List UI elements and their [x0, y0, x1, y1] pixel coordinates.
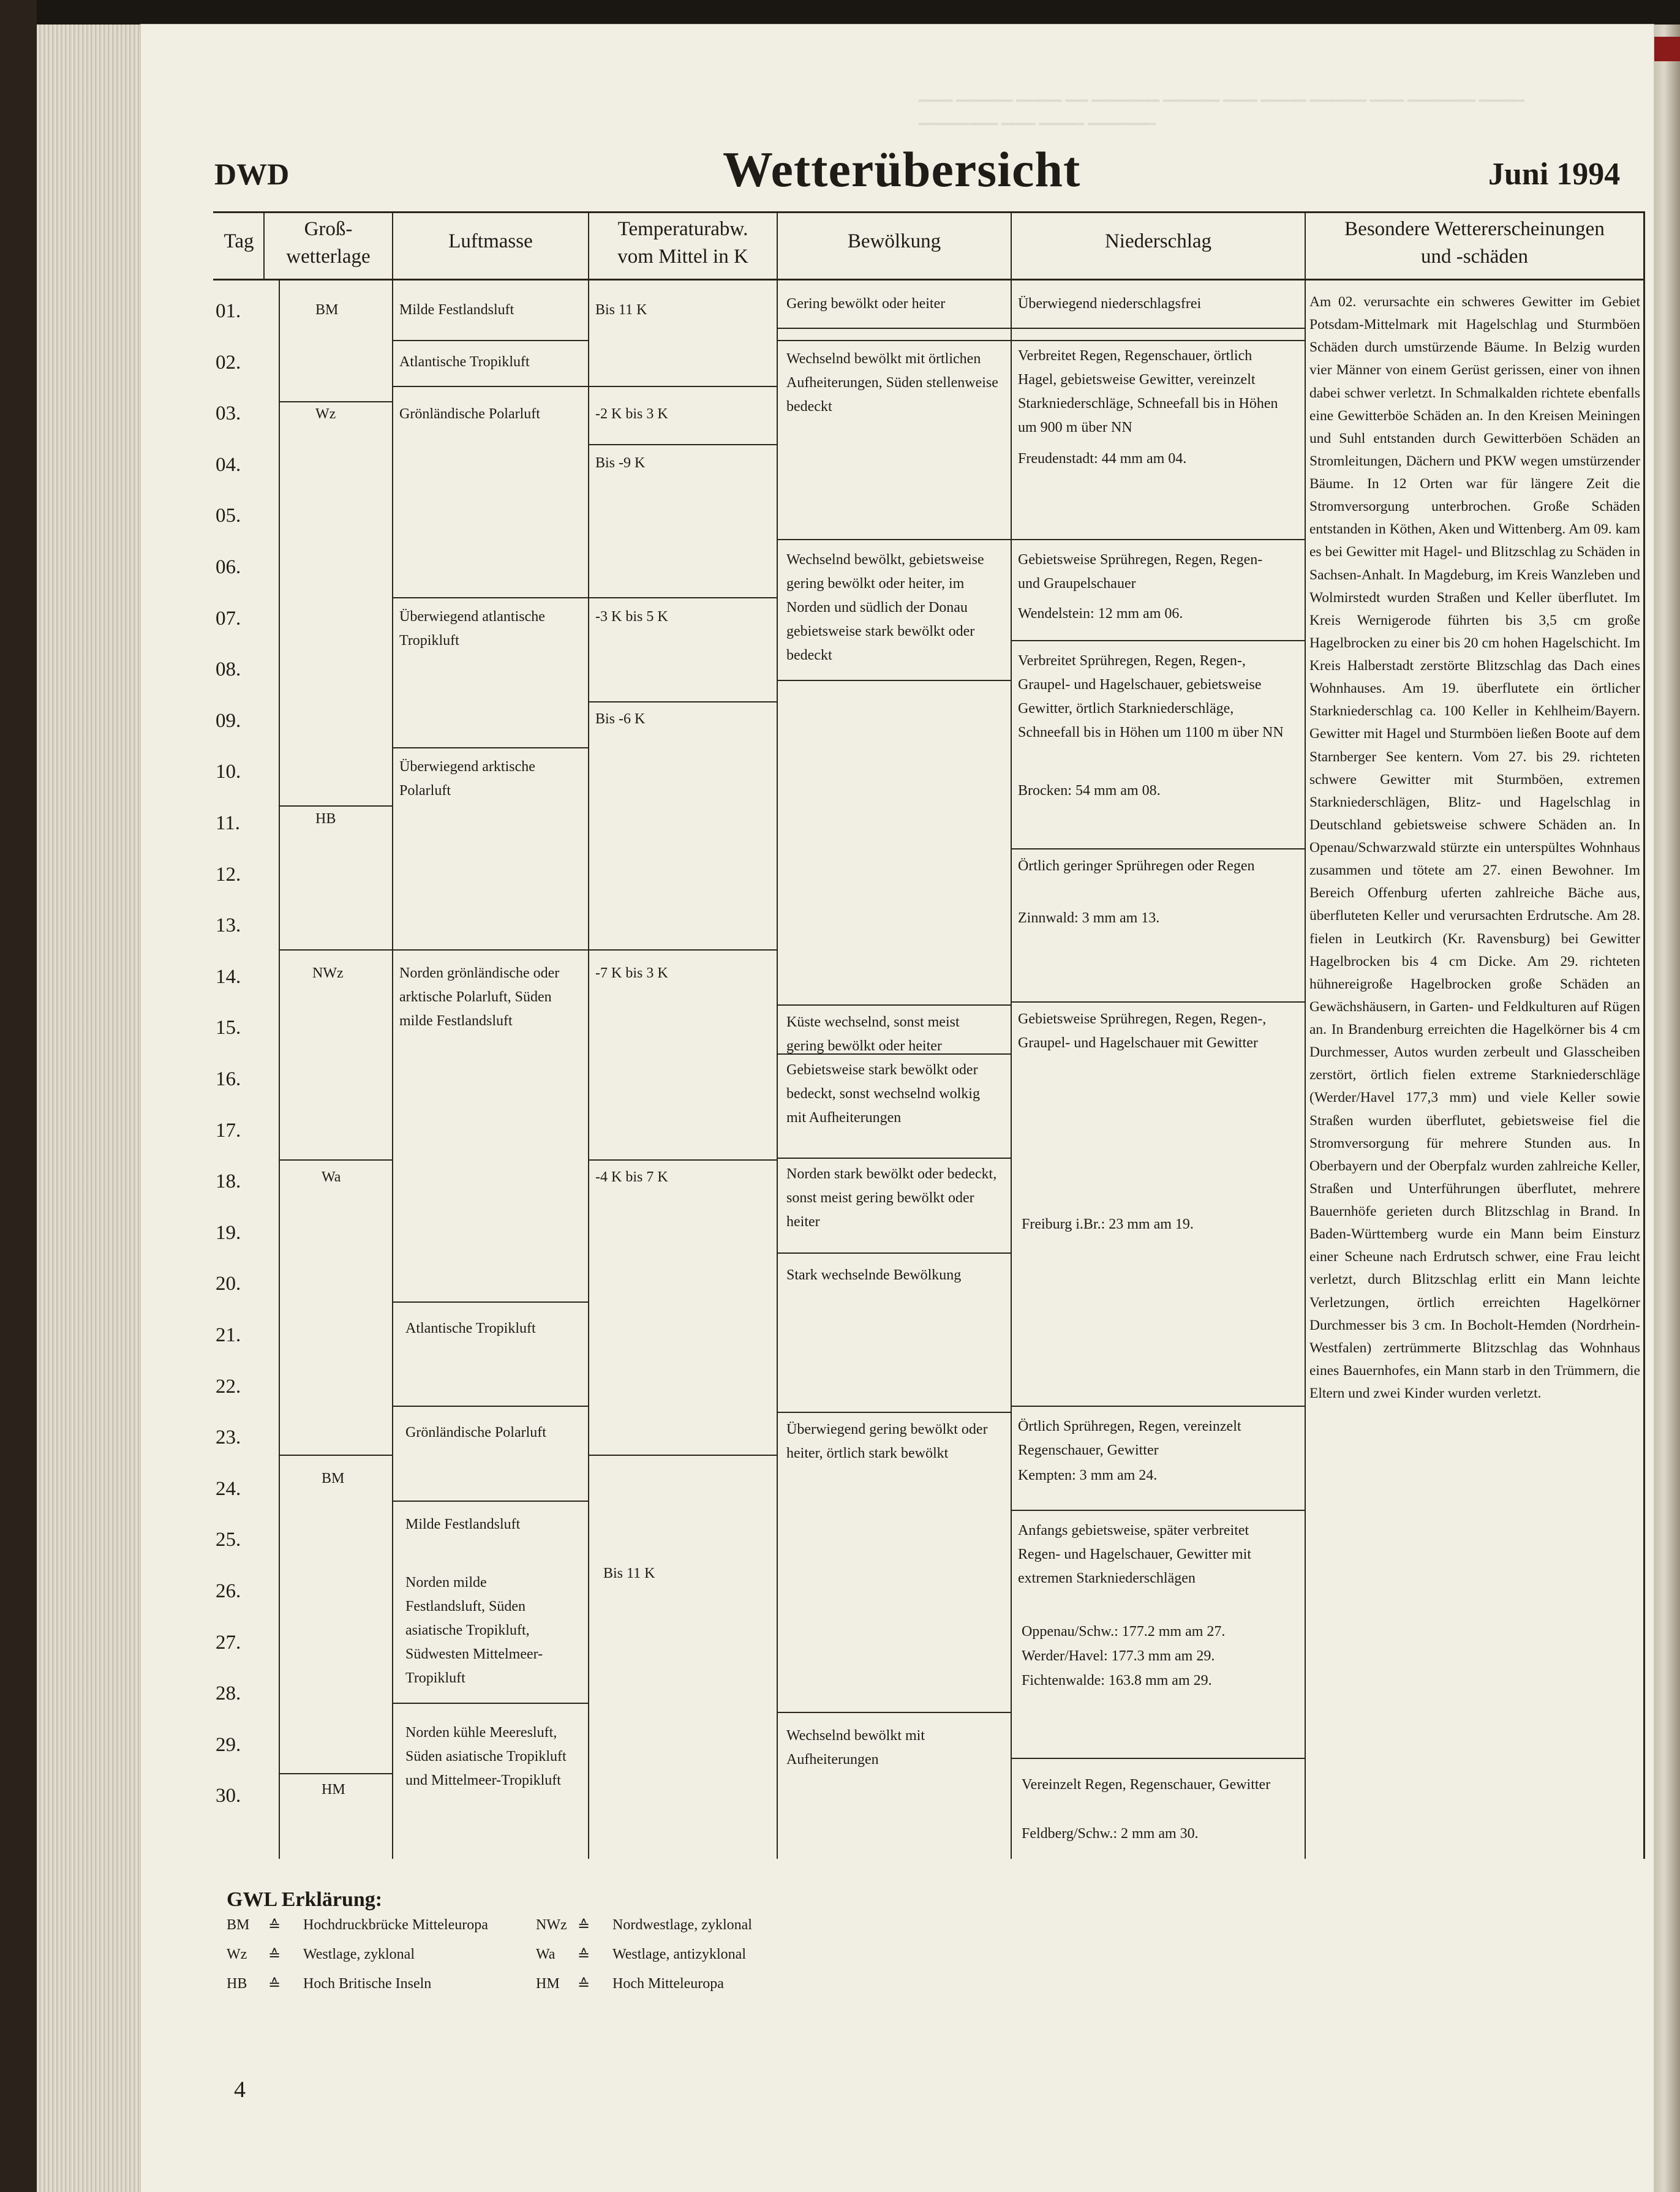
- gwl-code: HM: [322, 1782, 345, 1798]
- day-label: 29.: [216, 1733, 241, 1756]
- niederschlag-stat: Werder/Havel: 177.3 mm am 29.: [1022, 1648, 1215, 1664]
- luft-sep: [392, 1406, 588, 1407]
- nied-sep: [1011, 539, 1305, 540]
- niederschlag-text: Verbreitet Sprühregen, Regen, Regen-, Graupel- und Hagelschauer, gebietsweise Gewitter, örtlich Starkniederschläge, Schneefall bis in Höhen um 1100 m über NN: [1018, 653, 1284, 740]
- luftmasse-text: Milde Festlandsluft: [405, 1516, 521, 1532]
- niederschlag-text: Örtlich Sprühregen, Regen, vereinzelt Regenschauer, Gewitter: [1018, 1418, 1241, 1458]
- day-label: 18.: [216, 1170, 241, 1193]
- gwl-sep: [279, 805, 392, 807]
- legend-text: Westlage, antizyklonal: [612, 1946, 746, 1962]
- day-label: 14.: [216, 965, 241, 988]
- legend-equals: ≙: [578, 1977, 590, 1993]
- luft-sep: [392, 597, 588, 598]
- luftmasse-text: Atlantische Tropikluft: [405, 1320, 536, 1336]
- luftmasse-text: Überwiegend atlantische Tropikluft: [399, 609, 545, 649]
- col-sep: [392, 211, 393, 1859]
- header-date: Juni 1994: [1488, 157, 1621, 192]
- nied-sep: [1011, 1001, 1305, 1003]
- bewoelkung-text: Küste wechselnd, sonst meist gering bewölkt oder heiter: [786, 1014, 960, 1054]
- temp-sep: [588, 597, 777, 598]
- book-spine: [0, 0, 37, 2192]
- luft-sep: [392, 949, 588, 951]
- day-label: 20.: [216, 1273, 241, 1295]
- gwl-code: BM: [322, 1471, 345, 1486]
- temp-text: Bis -9 K: [595, 455, 646, 471]
- col-header-luftmasse: Luftmasse: [448, 230, 533, 252]
- day-label: 23.: [216, 1426, 241, 1449]
- temp-sep: [588, 701, 777, 702]
- niederschlag-text: Anfangs gebietsweise, später verbreitet Regen- und Hagelschauer, Gewitter mit extremen Starkniederschlägen: [1018, 1523, 1251, 1586]
- niederschlag-text: Gebietsweise Sprühregen, Regen, Regen-, Graupel- und Hagelschauer mit Gewitter: [1018, 1011, 1267, 1051]
- nied-sep: [1011, 848, 1305, 849]
- legend-code: NWz: [536, 1917, 567, 1933]
- niederschlag-stat: Freiburg i.Br.: 23 mm am 19.: [1022, 1216, 1194, 1232]
- luft-sep: [392, 1703, 588, 1704]
- luft-sep: [392, 340, 588, 341]
- legend-code: HM: [536, 1976, 560, 1992]
- day-label: 28.: [216, 1682, 241, 1705]
- table-top-rule: [213, 211, 1643, 213]
- niederschlag-stat: Wendelstein: 12 mm am 06.: [1018, 606, 1183, 622]
- day-label: 30.: [216, 1785, 241, 1807]
- legend-text: Hoch Britische Inseln: [303, 1976, 432, 1992]
- day-label: 21.: [216, 1324, 241, 1346]
- legend-equals: ≙: [578, 1948, 590, 1964]
- page-title: Wetterübersicht: [723, 141, 1081, 197]
- legend-text: Nordwestlage, zyklonal: [612, 1917, 752, 1933]
- luftmasse-text: Grönländische Polarluft: [405, 1425, 546, 1441]
- bew-sep: [777, 680, 1011, 681]
- temp-sep: [588, 386, 777, 387]
- nied-sep: [1011, 640, 1305, 641]
- luft-sep: [392, 1501, 588, 1502]
- niederschlag-text: Vereinzelt Regen, Regenschauer, Gewitter: [1022, 1777, 1271, 1793]
- day-label: 05.: [216, 505, 241, 527]
- day-label: 12.: [216, 863, 241, 886]
- luftmasse-text: Norden milde Festlandsluft, Süden asiatische Tropikluft, Südwesten Mittelmeer-Tropikluft: [405, 1575, 543, 1686]
- niederschlag-text: Überwiegend niederschlagsfrei: [1018, 296, 1202, 312]
- day-label: 17.: [216, 1119, 241, 1142]
- col-header-besondere: Besondere Wettererscheinungen und -schäden: [1344, 218, 1605, 268]
- day-label: 27.: [216, 1631, 241, 1654]
- bewoelkung-text: Wechselnd bewölkt mit örtlichen Aufheiterungen, Süden stellenweise bedeckt: [786, 351, 998, 415]
- niederschlag-text: Gebietsweise Sprühregen, Regen, Regen- und Graupelschauer: [1018, 552, 1263, 592]
- col-sep: [588, 211, 589, 1859]
- day-label: 24.: [216, 1477, 241, 1500]
- besondere-text: Am 02. verursachte ein schweres Gewitter im Gebiet Potsdam-Mittelmark mit Hagelschlag und Sturmböen Schäden durch umstürzende Bäume. In Belzig wurden vier Männer von einem Gerüst gerissen, einer von ihnen dabei schwer verletzt. In Schmalkalden richtete ebenfalls eine Gewitterböe Schäden an. In den Kreisen Meiningen und Suhl entstanden durch Gewitterböen Schäden an Stromleitungen, Dächern und PKW wegen umstürzender Bäume. In 12 Orten war für längere Zeit die Stromversorgung unterbrochen. Große Schäden entstanden in Köthen, Aken und Wittenberg. Am 09. kam es bei Gewitter mit Hagel- und Blitzschlag zu Schäden in Sachsen-Anhalt. In Magdeburg, im Kreis Wanzleben und Wolmirstedt wurden Straßen und Keller überflutet. Im Kreis Wernigerode führten bis 3,5 cm große Hagelbrocken zu einer bis 20 cm hohen Hagelschicht. Im Kreis Halberstadt zerstörte Blitzschlag das Dach eines Wohnhauses. Am 19. überflutete ein örtlicher Starkniederschlag ca. 100 Keller in Kehlheim/Bayern. Gewitter mit Hagel und Sturmböen ließen Boote auf dem Starnberger See kentern. Vom 27. bis 29. richteten schwere Gewitter mit Sturmböen, extremen Starkniederschlägen, Blitz- und Hagelschlag in Deutschland gebietsweise schwere Schäden an. In Openau/Schwarzwald stürzte ein unterspültes Wohnhaus zusammen und tötete am 27. einen Bewohner. Im Bereich Offenburg uferten zahlreiche Bäche aus, überfluteten Keller und verursachten Erdrutsche. Am 28. fielen in Leutkirch (Kr. Ravensburg) bei Gewitter Hagelbrocken bis 4 cm Dicke. Am 29. richteten hühnereigroße Hagelbrocken große Schäden an Gewächshäusern, in Garten- und Feldkulturen auf Rügen an. In Brandenburg erreichten die Hagelkörner bis 4 cm Durchmesser, Autos wurden zerbeult und Glasscheiben zerstört, örtlich fielen extreme Starkniederschläge (Werder/Havel 177,3 mm) und viele Keller sowie Straßen wurden überflutet, gebietsweise fiel die Stromversorgung für mehrere Stunden aus. In Oberbayern und der Oberpfalz wurden zahlreiche Keller, Straßen und Unterführungen überflutet, mehrere Bauernhöfe gerieten durch Blitzschlag in Brand. In Baden-Württemberg wurde ein Mann beim Einsturz einer Scheune nach Erdrutsch schwer, eine Frau leicht verletzt, durch Blitzschlag erlitt ein Mann leichte Verletzungen, örtlich erreichten Hagelkörner Durchmesser bis 3 cm. In Bocholt-Hemden (Nordrhein-Westfalen) zertrümmerte Blitzschlag das Wohnhaus eines Bauernhofes, ein Mann starb in den Trümmern, die Eltern und zwei Kinder wurden verletzt.: [1309, 294, 1640, 1401]
- col-sep-gwl: [279, 279, 280, 1859]
- gwl-sep: [279, 1773, 392, 1774]
- niederschlag-stat: Zinnwald: 3 mm am 13.: [1018, 910, 1160, 926]
- luftmasse-text: Milde Festlandsluft: [399, 302, 514, 318]
- luftmasse-text: Atlantische Tropikluft: [399, 354, 530, 370]
- niederschlag-stat: Kempten: 3 mm am 24.: [1018, 1467, 1158, 1483]
- day-label: 08.: [216, 658, 241, 681]
- legend-text: Westlage, zyklonal: [303, 1946, 415, 1962]
- niederschlag-text: Örtlich geringer Sprühregen oder Regen: [1018, 858, 1255, 874]
- day-label: 16.: [216, 1068, 241, 1090]
- gwl-code: Wa: [322, 1169, 341, 1185]
- page-number: 4: [234, 2077, 246, 2103]
- bew-sep: [777, 1412, 1011, 1413]
- niederschlag-text: Verbreitet Regen, Regenschauer, örtlich Hagel, gebietsweise Gewitter, vereinzelt Starkniederschläge, Schneefall bis in Höhen um 900 m über NN: [1018, 348, 1278, 435]
- luft-sep: [392, 386, 588, 387]
- col-header-bewoelkung: Bewölkung: [847, 230, 941, 252]
- bew-sep: [777, 1252, 1011, 1254]
- legend-equals: ≙: [268, 1977, 281, 1993]
- gwl-code: Wz: [315, 406, 336, 422]
- bew-sep: [777, 340, 1011, 341]
- page-edges: [37, 24, 141, 2192]
- day-label: 03.: [216, 402, 241, 425]
- niederschlag-stat: Feldberg/Schw.: 2 mm am 30.: [1022, 1826, 1199, 1842]
- bew-sep: [777, 1004, 1011, 1006]
- luftmasse-text: Grönländische Polarluft: [399, 406, 540, 422]
- bewoelkung-text: Stark wechselnde Bewölkung: [786, 1267, 962, 1283]
- legend-code: BM: [227, 1917, 250, 1933]
- legend-code: HB: [227, 1976, 247, 1992]
- niederschlag-stat: Freudenstadt: 44 mm am 04.: [1018, 451, 1187, 467]
- legend-code: Wz: [227, 1946, 247, 1962]
- table-header-rule: [213, 279, 1643, 281]
- bewoelkung-text: Wechselnd bewölkt mit Aufheiterungen: [786, 1728, 925, 1768]
- day-label: 02.: [216, 351, 241, 374]
- gwl-sep: [279, 949, 392, 951]
- legend-text: Hoch Mitteleuropa: [612, 1976, 724, 1992]
- gwl-sep: [279, 1159, 392, 1161]
- temp-sep: [588, 1455, 777, 1456]
- nied-sep: [1011, 1406, 1305, 1407]
- bewoelkung-text: Norden stark bewölkt oder bedeckt, sonst meist gering bewölkt oder heiter: [786, 1166, 997, 1230]
- col-header-niederschlag: Niederschlag: [1104, 230, 1212, 252]
- legend-equals: ≙: [268, 1948, 281, 1964]
- temp-text: -7 K bis 3 K: [595, 965, 668, 981]
- luft-sep: [392, 1301, 588, 1303]
- header-org: DWD: [214, 157, 290, 191]
- legend-code: Wa: [536, 1946, 556, 1962]
- luftmasse-text: Überwiegend arktische Polarluft: [399, 759, 535, 799]
- day-label: 10.: [216, 761, 241, 783]
- nied-sep: [1011, 328, 1305, 329]
- niederschlag-stat: Brocken: 54 mm am 08.: [1018, 783, 1161, 799]
- col-sep: [1011, 211, 1012, 1859]
- day-label: 01.: [216, 300, 241, 322]
- temp-text: Bis 11 K: [603, 1565, 655, 1581]
- niederschlag-stat: Oppenau/Schw.: 177.2 mm am 27.: [1022, 1624, 1226, 1640]
- day-label: 06.: [216, 556, 241, 578]
- gwl-code: NWz: [312, 965, 344, 981]
- bewoelkung-text: Überwiegend gering bewölkt oder heiter, örtlich stark bewölkt: [786, 1422, 988, 1461]
- legend-equals: ≙: [578, 1918, 590, 1934]
- temp-sep: [588, 444, 777, 445]
- gwl-code: BM: [315, 302, 339, 318]
- day-label: 09.: [216, 709, 241, 732]
- col-header-tag: Tag: [224, 230, 254, 252]
- day-label: 13.: [216, 914, 241, 937]
- day-label: 25.: [216, 1529, 241, 1551]
- day-label: 19.: [216, 1221, 241, 1244]
- temp-text: -3 K bis 5 K: [595, 609, 668, 625]
- col-header-gwl: Groß- wetterlage: [286, 218, 371, 268]
- temp-sep: [588, 1159, 777, 1161]
- nied-sep: [1011, 340, 1305, 341]
- bleed-through-text: ▔▔▔ ▔▔▔▔▔ ▔▔▔▔ ▔▔ ▔▔▔▔▔▔ ▔▔▔▔▔ ▔▔▔ ▔▔▔▔ ▔▔▔▔▔ ▔▔▔ ▔▔▔▔▔▔ ▔▔▔▔ ▔▔▔▔▔▔▔ ▔▔▔ ▔▔▔▔ ▔▔▔▔▔▔: [919, 101, 1524, 140]
- bewoelkung-text: Gebietsweise stark bewölkt oder bedeckt, sonst wechselnd wolkig mit Aufheiterungen: [786, 1062, 980, 1126]
- nied-sep: [1011, 1510, 1305, 1511]
- day-label: 26.: [216, 1580, 241, 1602]
- col-header-temp: Temperaturabw. vom Mittel in K: [617, 218, 748, 268]
- day-label: 04.: [216, 453, 241, 476]
- luftmasse-text: Norden kühle Meeresluft, Süden asiatische Tropikluft und Mittelmeer-Tropikluft: [405, 1725, 567, 1788]
- legend-title: GWL Erklärung:: [227, 1888, 383, 1911]
- luftmasse-text: Norden grönländische oder arktische Polarluft, Süden milde Festlandsluft: [399, 965, 560, 1029]
- bewoelkung-text: Gering bewölkt oder heiter: [786, 296, 946, 312]
- legend-text: Hochdruckbrücke Mitteleuropa: [303, 1917, 488, 1933]
- luft-sep: [392, 747, 588, 748]
- day-label: 07.: [216, 607, 241, 630]
- gwl-sep: [279, 1455, 392, 1456]
- table-right-rule: [1643, 211, 1645, 1859]
- temp-sep: [588, 949, 777, 951]
- nied-sep: [1011, 1758, 1305, 1759]
- bewoelkung-text: Wechselnd bewölkt, gebietsweise gering bewölkt oder heiter, im Norden und südlich der Donau gebietsweise stark bewölkt oder bedeckt: [786, 552, 984, 663]
- col-sep: [777, 211, 778, 1859]
- temp-text: -4 K bis 7 K: [595, 1169, 668, 1185]
- gwl-code: HB: [315, 811, 336, 827]
- temp-text: Bis -6 K: [595, 711, 646, 727]
- day-label: 11.: [216, 812, 241, 834]
- temp-text: -2 K bis 3 K: [595, 406, 668, 422]
- bew-sep: [777, 1158, 1011, 1159]
- day-label: 22.: [216, 1375, 241, 1398]
- bew-sep: [777, 1712, 1011, 1713]
- bew-sep: [777, 328, 1011, 329]
- page-edge-right: [1654, 24, 1680, 2192]
- legend-equals: ≙: [268, 1918, 281, 1934]
- temp-text: Bis 11 K: [595, 302, 647, 318]
- col-sep: [1305, 211, 1306, 1859]
- bew-sep: [777, 539, 1011, 540]
- niederschlag-stat: Fichtenwalde: 163.8 mm am 29.: [1022, 1673, 1212, 1689]
- day-label: 15.: [216, 1017, 241, 1039]
